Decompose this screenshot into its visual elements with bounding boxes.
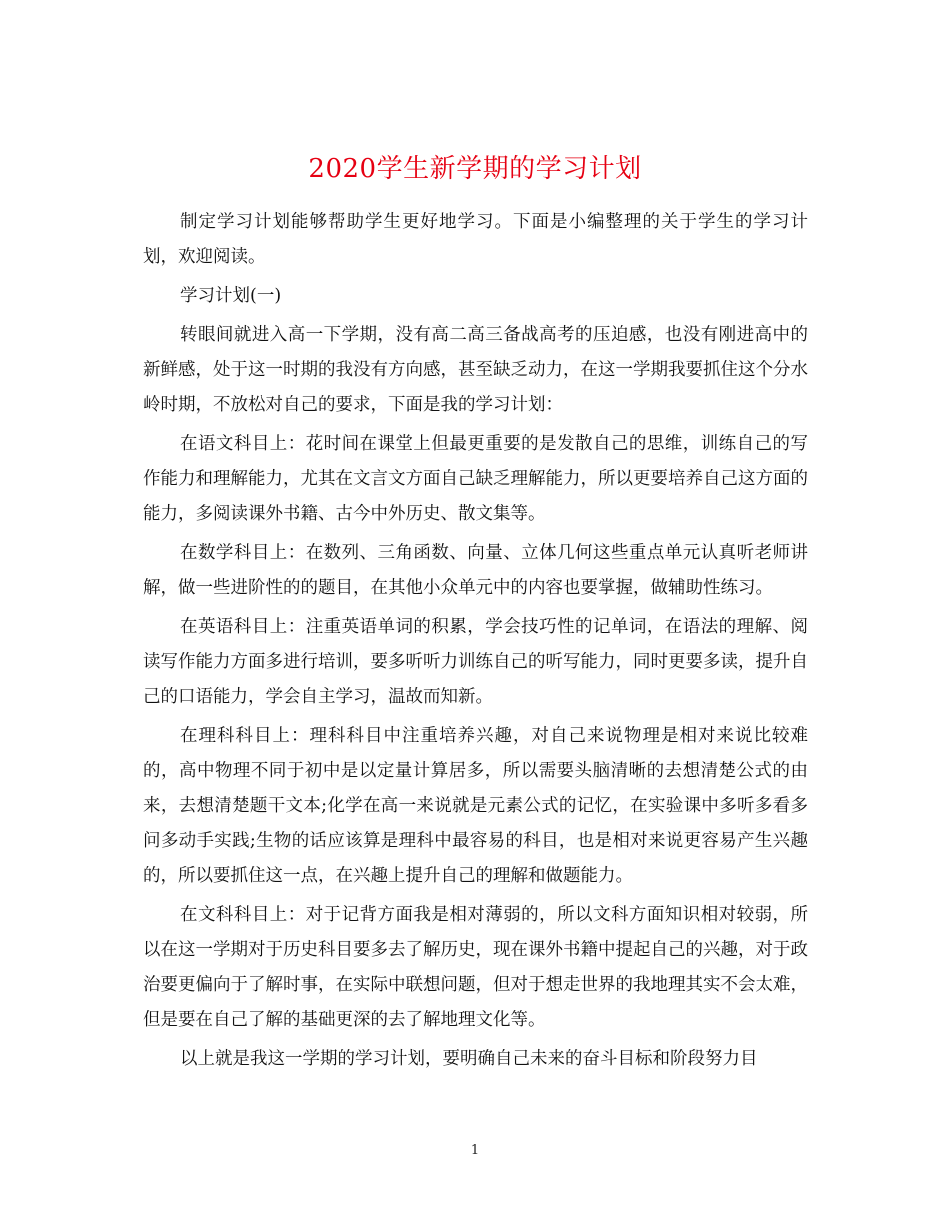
paragraph-overview: 转眼间就进入高一下学期，没有高二高三备战高考的压迫感，也没有刚进高中的新鲜感，处于这一时期的我没有方向感，甚至缺乏动力，在这一学期我要抓住这个分水岭时期，不放松对自己的要求，下面是我的学习计划： bbox=[143, 325, 808, 415]
paragraph-science: 在理科科目上：理科科目中注重培养兴趣，对自己来说物理是相对来说比较难的，高中物理不同于初中是以定量计算居多，所以需要头脑清晰的去想清楚公式的由来，去想清楚题干文本;化学在高一来说就是元素公式的记忆，在实验课中多听多看多问多动手实践;生物的话应该算是理科中最容易的科目，也是相对来说更容易产生兴趣的，所以要抓住这一点，在兴趣上提升自己的理解和做题能力。 bbox=[143, 726, 808, 886]
document-title: 2020学生新学期的学习计划 bbox=[308, 154, 642, 185]
paragraph-math: 在数学科目上：在数列、三角函数、向量、立体几何这些重点单元认真听老师讲解，做一些进阶性的的题目，在其他小众单元中的内容也要掌握，做辅助性练习。 bbox=[143, 543, 808, 598]
page-number: 1 bbox=[470, 1143, 480, 1158]
paragraph-english: 在英语科目上：注重英语单词的积累，学会技巧性的记单词，在语法的理解、阅读写作能力方面多进行培训，要多听听力训练自己的听写能力，同时更要多读，提升自己的口语能力，学会自主学习，温故而知新。 bbox=[143, 617, 808, 707]
document-body bbox=[143, 205, 808, 1077]
paragraph-intro: 制定学习计划能够帮助学生更好地学习。下面是小编整理的关于学生的学习计划，欢迎阅读。 bbox=[143, 212, 808, 267]
paragraph-conclusion: 以上就是我这一学期的学习计划，要明确自己未来的奋斗目标和阶段努力目 bbox=[180, 1049, 758, 1069]
paragraph-chinese: 在语文科目上：花时间在课堂上但最更重要的是发散自己的思维，训练自己的写作能力和理解能力，尤其在文言文方面自己缺乏理解能力，所以更要培养自己这方面的能力，多阅读课外书籍、古今中外历史、散文集等。 bbox=[143, 434, 808, 524]
section-heading-plan-1: 学习计划(一) bbox=[180, 286, 282, 306]
paragraph-liberal-arts: 在文科科目上：对于记背方面我是相对薄弱的，所以文科方面知识相对较弱，所以在这一学期对于历史科目要多去了解历史，现在课外书籍中提起自己的兴趣，对于政治要更偏向于了解时事，在实际中联想问题，但对于想走世界的我地理其实不会太难，但是要在自己了解的基础更深的去了解地理文化等。 bbox=[143, 905, 808, 1030]
